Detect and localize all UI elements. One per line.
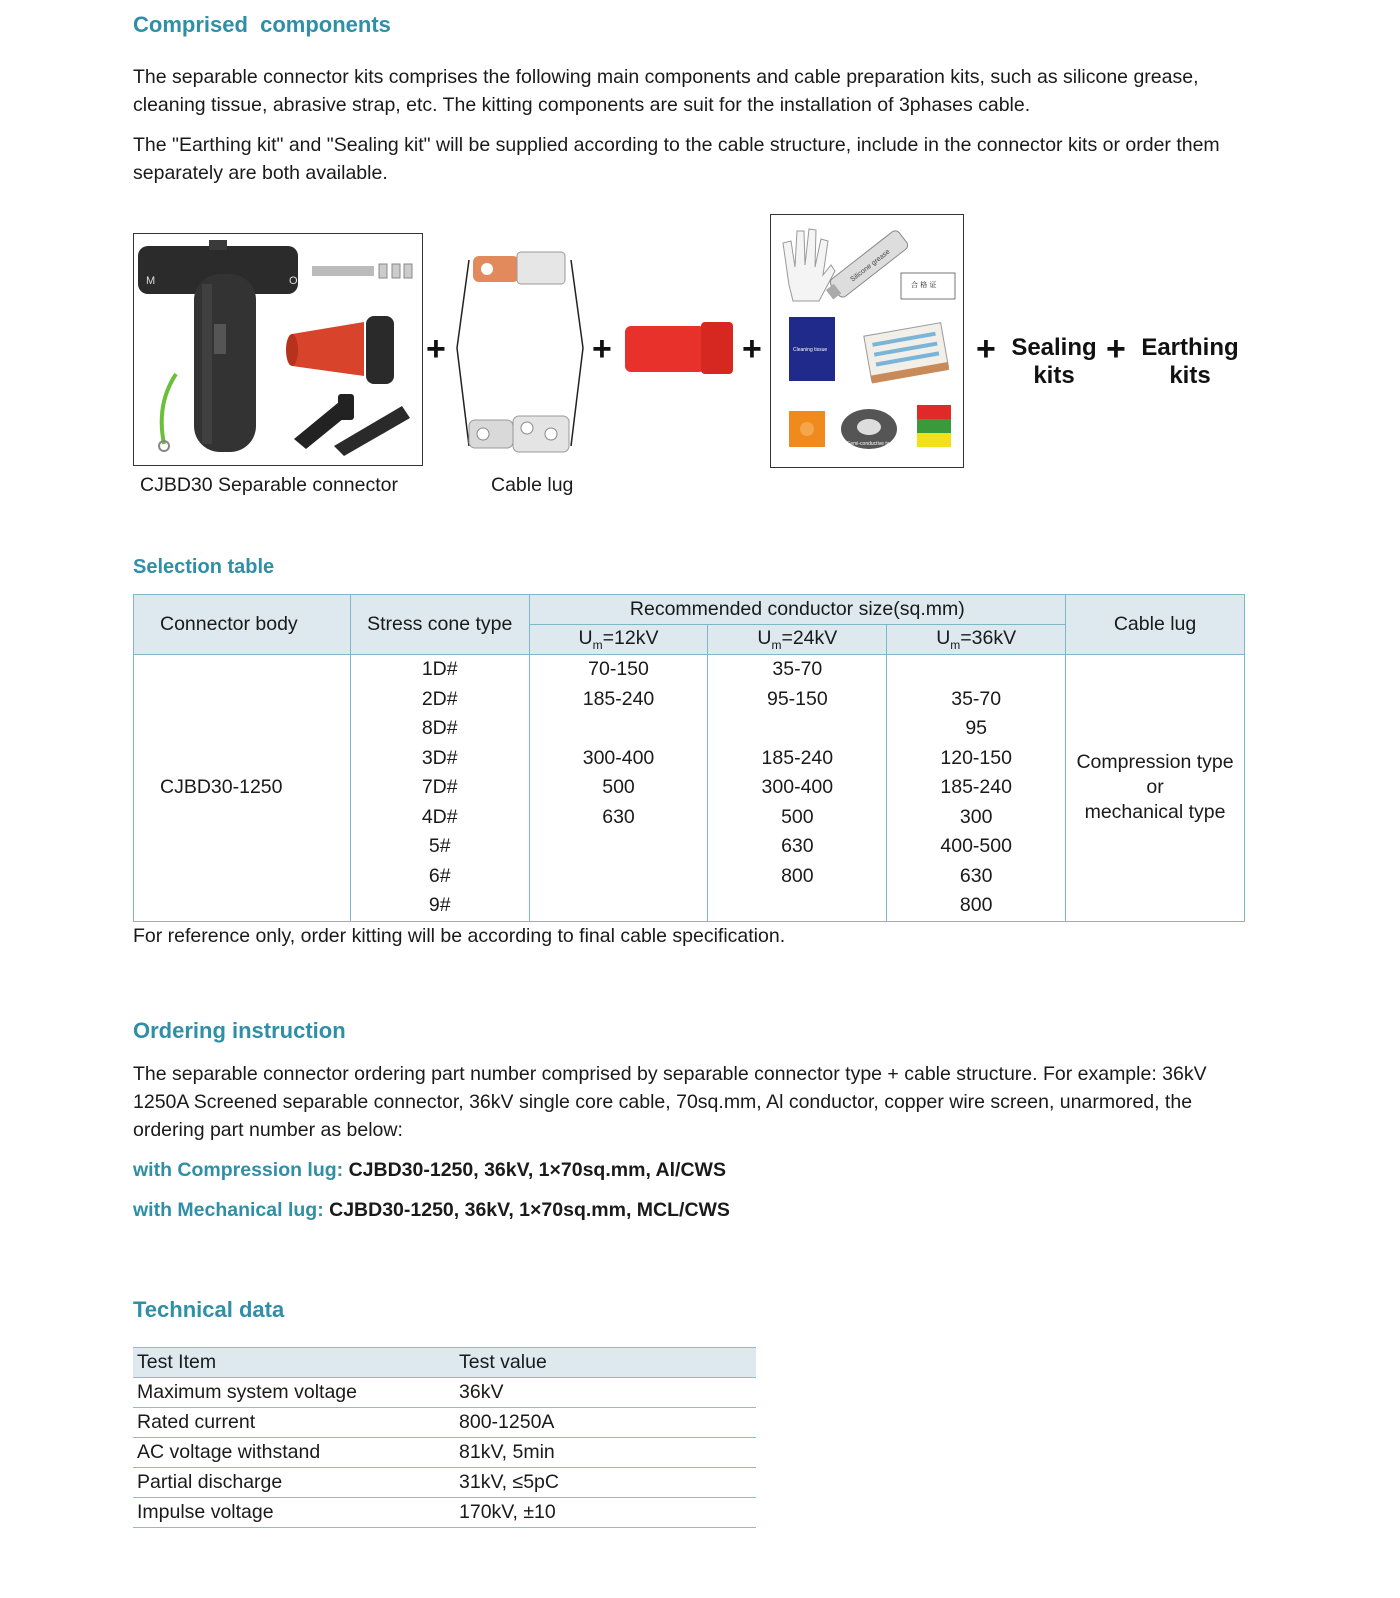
plus-sign: +	[426, 330, 446, 368]
size-36kv-cell: 185-240	[887, 773, 1066, 803]
kit-tape-label: Semi-conductive tape	[847, 441, 896, 447]
size-12kv-cell: 300-400	[529, 744, 708, 774]
ordering-paragraph: The separable connector ordering part number comprised by separable connector type + cable structure. For example: 36kV 1250A Screened separable connector, 36kV single core cable, 70sq.mm, Al conductor, copper wire screen, unarmored, the ordering part number as below:	[133, 1063, 1207, 1141]
components-paragraph-1: The separable connector kits comprises the following main components and cable preparation kits, such as silicone grease, cleaning tissue, abrasive strap, etc. The kitting components are suit for the installation of 3phases cable.	[133, 66, 1199, 116]
header-stress-cone: Stress cone type	[350, 595, 529, 655]
size-36kv-cell: 35-70	[887, 685, 1066, 715]
size-24kv-cell	[708, 891, 887, 921]
stress-cone-cell: 2D#	[350, 685, 529, 715]
kit-certificate-label: 合 格 证	[911, 281, 937, 289]
selection-table	[133, 594, 1245, 922]
technical-table	[133, 1347, 756, 1528]
size-36kv-cell: 630	[887, 862, 1066, 892]
header-um-36kv: $U_m=36kV$	[887, 625, 1066, 655]
size-24kv-cell: 35-70	[708, 655, 887, 685]
plus-sign: +	[592, 330, 612, 368]
size-36kv-cell: 120-150	[887, 744, 1066, 774]
selection-heading: Selection table	[133, 556, 275, 578]
header-um-12kv: $U_m=12kV$	[529, 625, 708, 655]
size-36kv-cell: 800	[887, 891, 1066, 921]
table-row	[133, 1408, 756, 1438]
selection-note: For reference only, order kitting will be according to final cable specification.	[133, 925, 786, 947]
size-12kv-cell	[529, 832, 708, 862]
header-test-value: Test value	[455, 1348, 756, 1378]
red-cap-image	[623, 320, 735, 376]
test-item-cell: Rated current	[133, 1408, 455, 1438]
stress-cone-cell: 7D#	[350, 773, 529, 803]
size-12kv-cell: 70-150	[529, 655, 708, 685]
separable-connector-image	[133, 233, 423, 466]
compression-part-number: CJBD30-1250, 36kV, 1×70sq.mm, Al/CWS	[343, 1159, 726, 1181]
plus-sign: +	[742, 330, 762, 368]
size-24kv-cell: 185-240	[708, 744, 887, 774]
size-12kv-cell	[529, 891, 708, 921]
size-24kv-cell: 800	[708, 862, 887, 892]
technical-heading: Technical data	[133, 1297, 285, 1322]
sealing-kits-label: Sealing kits	[1011, 334, 1097, 389]
cable-lug-image	[455, 248, 585, 458]
test-value-cell: 81kV, 5min	[455, 1438, 756, 1468]
kit-tube-label: Silicone grease	[849, 248, 892, 284]
stress-cone-cell: 1D#	[350, 655, 529, 685]
size-36kv-cell: 400-500	[887, 832, 1066, 862]
header-test-item: Test Item	[133, 1348, 455, 1378]
test-item-cell: Maximum system voltage	[133, 1378, 455, 1408]
table-row	[133, 1438, 756, 1468]
earthing-kits-label: Earthing kits	[1141, 334, 1239, 389]
size-24kv-cell: 300-400	[708, 773, 887, 803]
stress-cone-cell: 8D#	[350, 714, 529, 744]
connector-caption: CJBD30 Separable connector	[140, 474, 398, 496]
kit-box-label: Cleaning tissue	[793, 347, 828, 353]
stress-cone-cell: 3D#	[350, 744, 529, 774]
stress-cone-cell: 5#	[350, 832, 529, 862]
installation-kit-image	[770, 214, 964, 468]
size-12kv-cell: 500	[529, 773, 708, 803]
size-24kv-cell	[708, 714, 887, 744]
size-36kv-cell: 300	[887, 803, 1066, 833]
ordering-heading: Ordering instruction	[133, 1018, 346, 1043]
header-connector-body: Connector body	[134, 595, 351, 655]
table-row	[133, 1498, 756, 1528]
components-heading: Comprised components	[133, 12, 391, 37]
cable-lug-caption: Cable lug	[491, 474, 574, 496]
connector-mark-m: M	[146, 275, 156, 287]
size-24kv-cell: 500	[708, 803, 887, 833]
size-12kv-cell: 185-240	[529, 685, 708, 715]
size-36kv-cell: 95	[887, 714, 1066, 744]
size-12kv-cell: 630	[529, 803, 708, 833]
ordering-mechanical-line	[133, 1196, 730, 1224]
stress-cone-cell: 4D#	[350, 803, 529, 833]
size-24kv-cell: 95-150	[708, 685, 887, 715]
stress-cone-cell: 6#	[350, 862, 529, 892]
cable-lug-cell: Compression type or mechanical type	[1066, 655, 1245, 922]
header-um-24kv: $U_m=24kV$	[708, 625, 887, 655]
header-cable-lug: Cable lug	[1066, 595, 1245, 655]
mechanical-label: with Mechanical lug:	[133, 1199, 324, 1221]
size-36kv-cell	[887, 655, 1066, 685]
header-recommended-size: Recommended conductor size(sq.mm)	[529, 595, 1065, 625]
plus-sign: +	[1106, 330, 1126, 368]
test-value-cell: 36kV	[455, 1378, 756, 1408]
test-item-cell: AC voltage withstand	[133, 1438, 455, 1468]
table-header-row	[133, 1348, 756, 1378]
size-24kv-cell: 630	[708, 832, 887, 862]
test-value-cell: 800-1250A	[455, 1408, 756, 1438]
stress-cone-cell: 9#	[350, 891, 529, 921]
test-value-cell: 31kV, ≤5pC	[455, 1468, 756, 1498]
ordering-compression-line	[133, 1156, 726, 1184]
mechanical-part-number: CJBD30-1250, 36kV, 1×70sq.mm, MCL/CWS	[323, 1199, 730, 1221]
size-12kv-cell	[529, 862, 708, 892]
compression-label: with Compression lug:	[133, 1159, 344, 1181]
test-item-cell: Impulse voltage	[133, 1498, 455, 1528]
table-row	[133, 1468, 756, 1498]
test-value-cell: 170kV, ±10	[455, 1498, 756, 1528]
test-item-cell: Partial discharge	[133, 1468, 455, 1498]
components-paragraph-2: The "Earthing kit" and "Sealing kit" will be supplied according to the cable structure, include in the connector kits or order them separately are both available.	[133, 134, 1220, 184]
plus-sign: +	[976, 330, 996, 368]
size-12kv-cell	[529, 714, 708, 744]
table-row	[133, 1378, 756, 1408]
connector-mark-o: O	[289, 275, 298, 287]
connector-body-cell: CJBD30-1250	[134, 655, 351, 922]
